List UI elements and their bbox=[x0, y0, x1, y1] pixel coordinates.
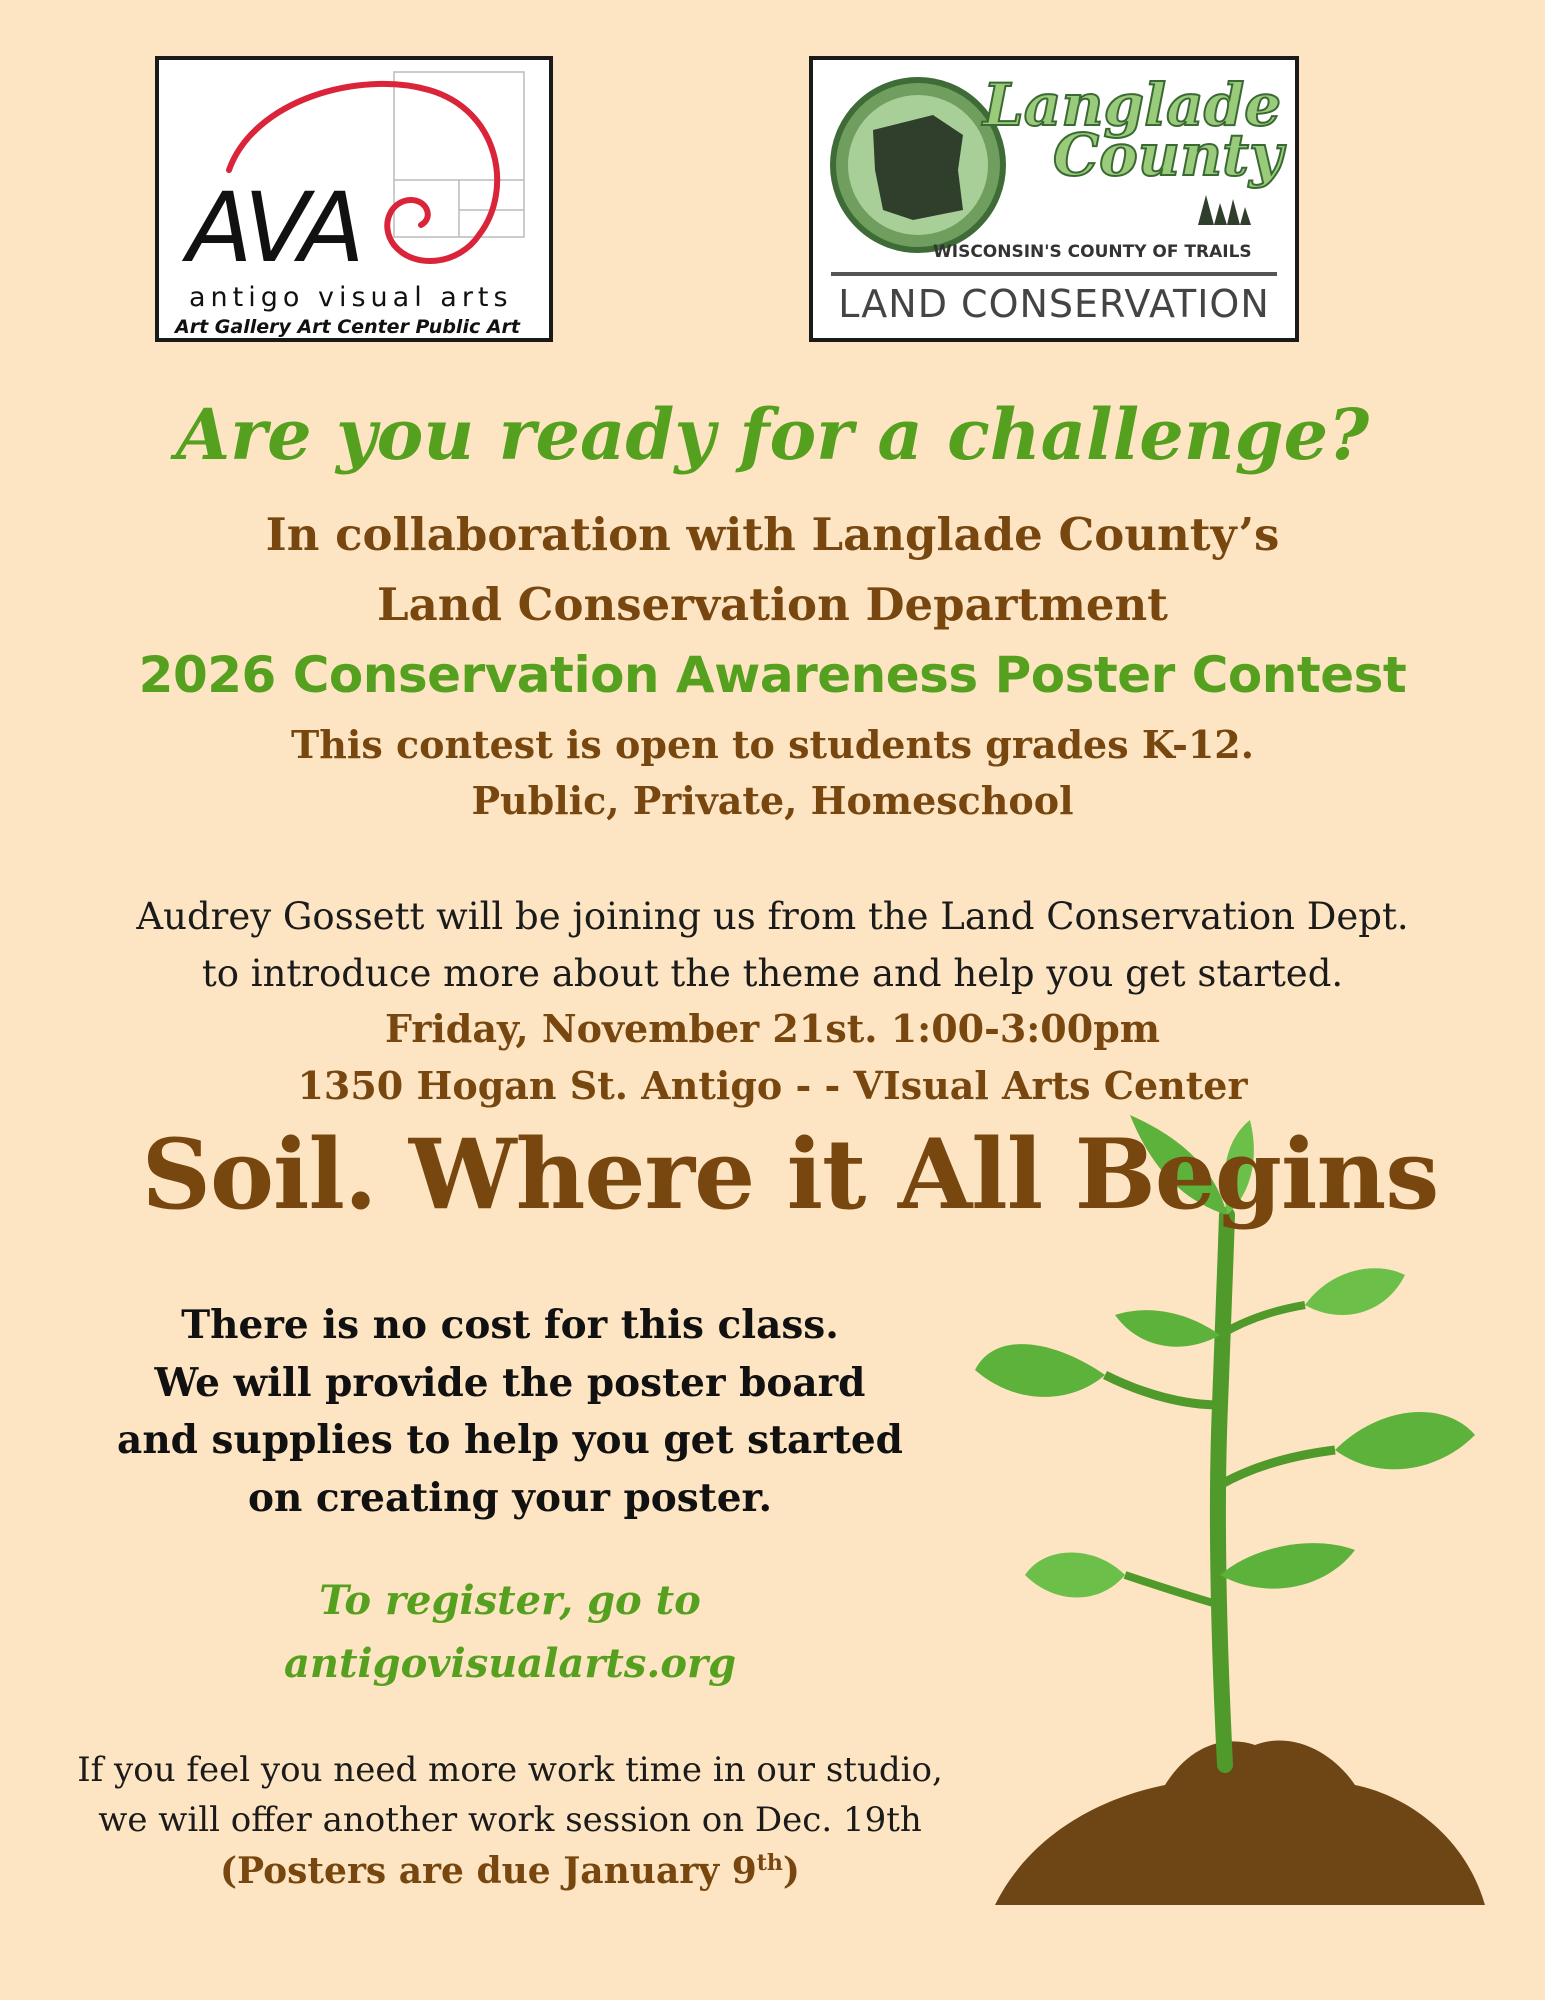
register-line-1: To register, go to bbox=[319, 1577, 701, 1624]
due-date bbox=[60, 1850, 960, 1893]
logo-divider bbox=[831, 272, 1277, 276]
county-tagline: WISCONSIN'S COUNTY OF TRAILS bbox=[933, 242, 1252, 262]
eligibility-line-2: Public, Private, Homeschool bbox=[471, 778, 1074, 823]
ava-services: Art Gallery Art Center Public Art bbox=[175, 316, 520, 338]
due-close: ) bbox=[782, 1850, 800, 1892]
langlade-county-logo bbox=[809, 56, 1299, 342]
extra-session-line-2: we will offer another work session on Dec. 19th bbox=[98, 1800, 922, 1840]
wordmark-line1: Langlade bbox=[983, 71, 1282, 139]
event-date: Friday, November 21st. 1:00-3:00pm bbox=[385, 1006, 1160, 1051]
event-location: 1350 Hogan St. Antigo - - VIsual Arts Center bbox=[297, 1063, 1248, 1108]
department-name: LAND CONSERVATION bbox=[838, 282, 1270, 326]
ava-wordmark: AVA bbox=[187, 172, 361, 284]
wordmark-line2: County bbox=[1053, 121, 1283, 189]
ava-logo bbox=[155, 56, 553, 342]
intro-line-1: Audrey Gossett will be joining us from the Land Conservation Dept. bbox=[136, 895, 1409, 938]
cost-line-4: on creating your poster. bbox=[247, 1475, 773, 1521]
collaboration-line-2: Land Conservation Department bbox=[377, 578, 1168, 631]
cost-line-1: There is no cost for this class. bbox=[181, 1302, 839, 1348]
cost-line-3: and supplies to help you get started bbox=[117, 1417, 903, 1463]
eligibility-line-1: This contest is open to students grades K-12. bbox=[291, 722, 1254, 767]
cost-line-2: We will provide the poster board bbox=[154, 1360, 866, 1406]
extra-session-line-1: If you feel you need more work time in our studio, bbox=[77, 1750, 943, 1790]
ava-tagline: antigo visual arts bbox=[189, 282, 513, 313]
headline: Are you ready for a challenge? bbox=[175, 393, 1370, 476]
langlade-county-wordmark bbox=[983, 71, 1283, 189]
due-text: (Posters are due January 9 bbox=[220, 1850, 757, 1892]
due-suffix: th bbox=[756, 1850, 783, 1876]
register-link[interactable]: antigovisualarts.org bbox=[283, 1640, 737, 1687]
collaboration-line-1: In collaboration with Langlade County’s bbox=[265, 508, 1280, 561]
theme-title: Soil. Where it All Begins bbox=[141, 1118, 1439, 1231]
contest-title: 2026 Conservation Awareness Poster Contest bbox=[138, 646, 1407, 704]
intro-line-2: to introduce more about the theme and help you get started. bbox=[201, 952, 1344, 995]
